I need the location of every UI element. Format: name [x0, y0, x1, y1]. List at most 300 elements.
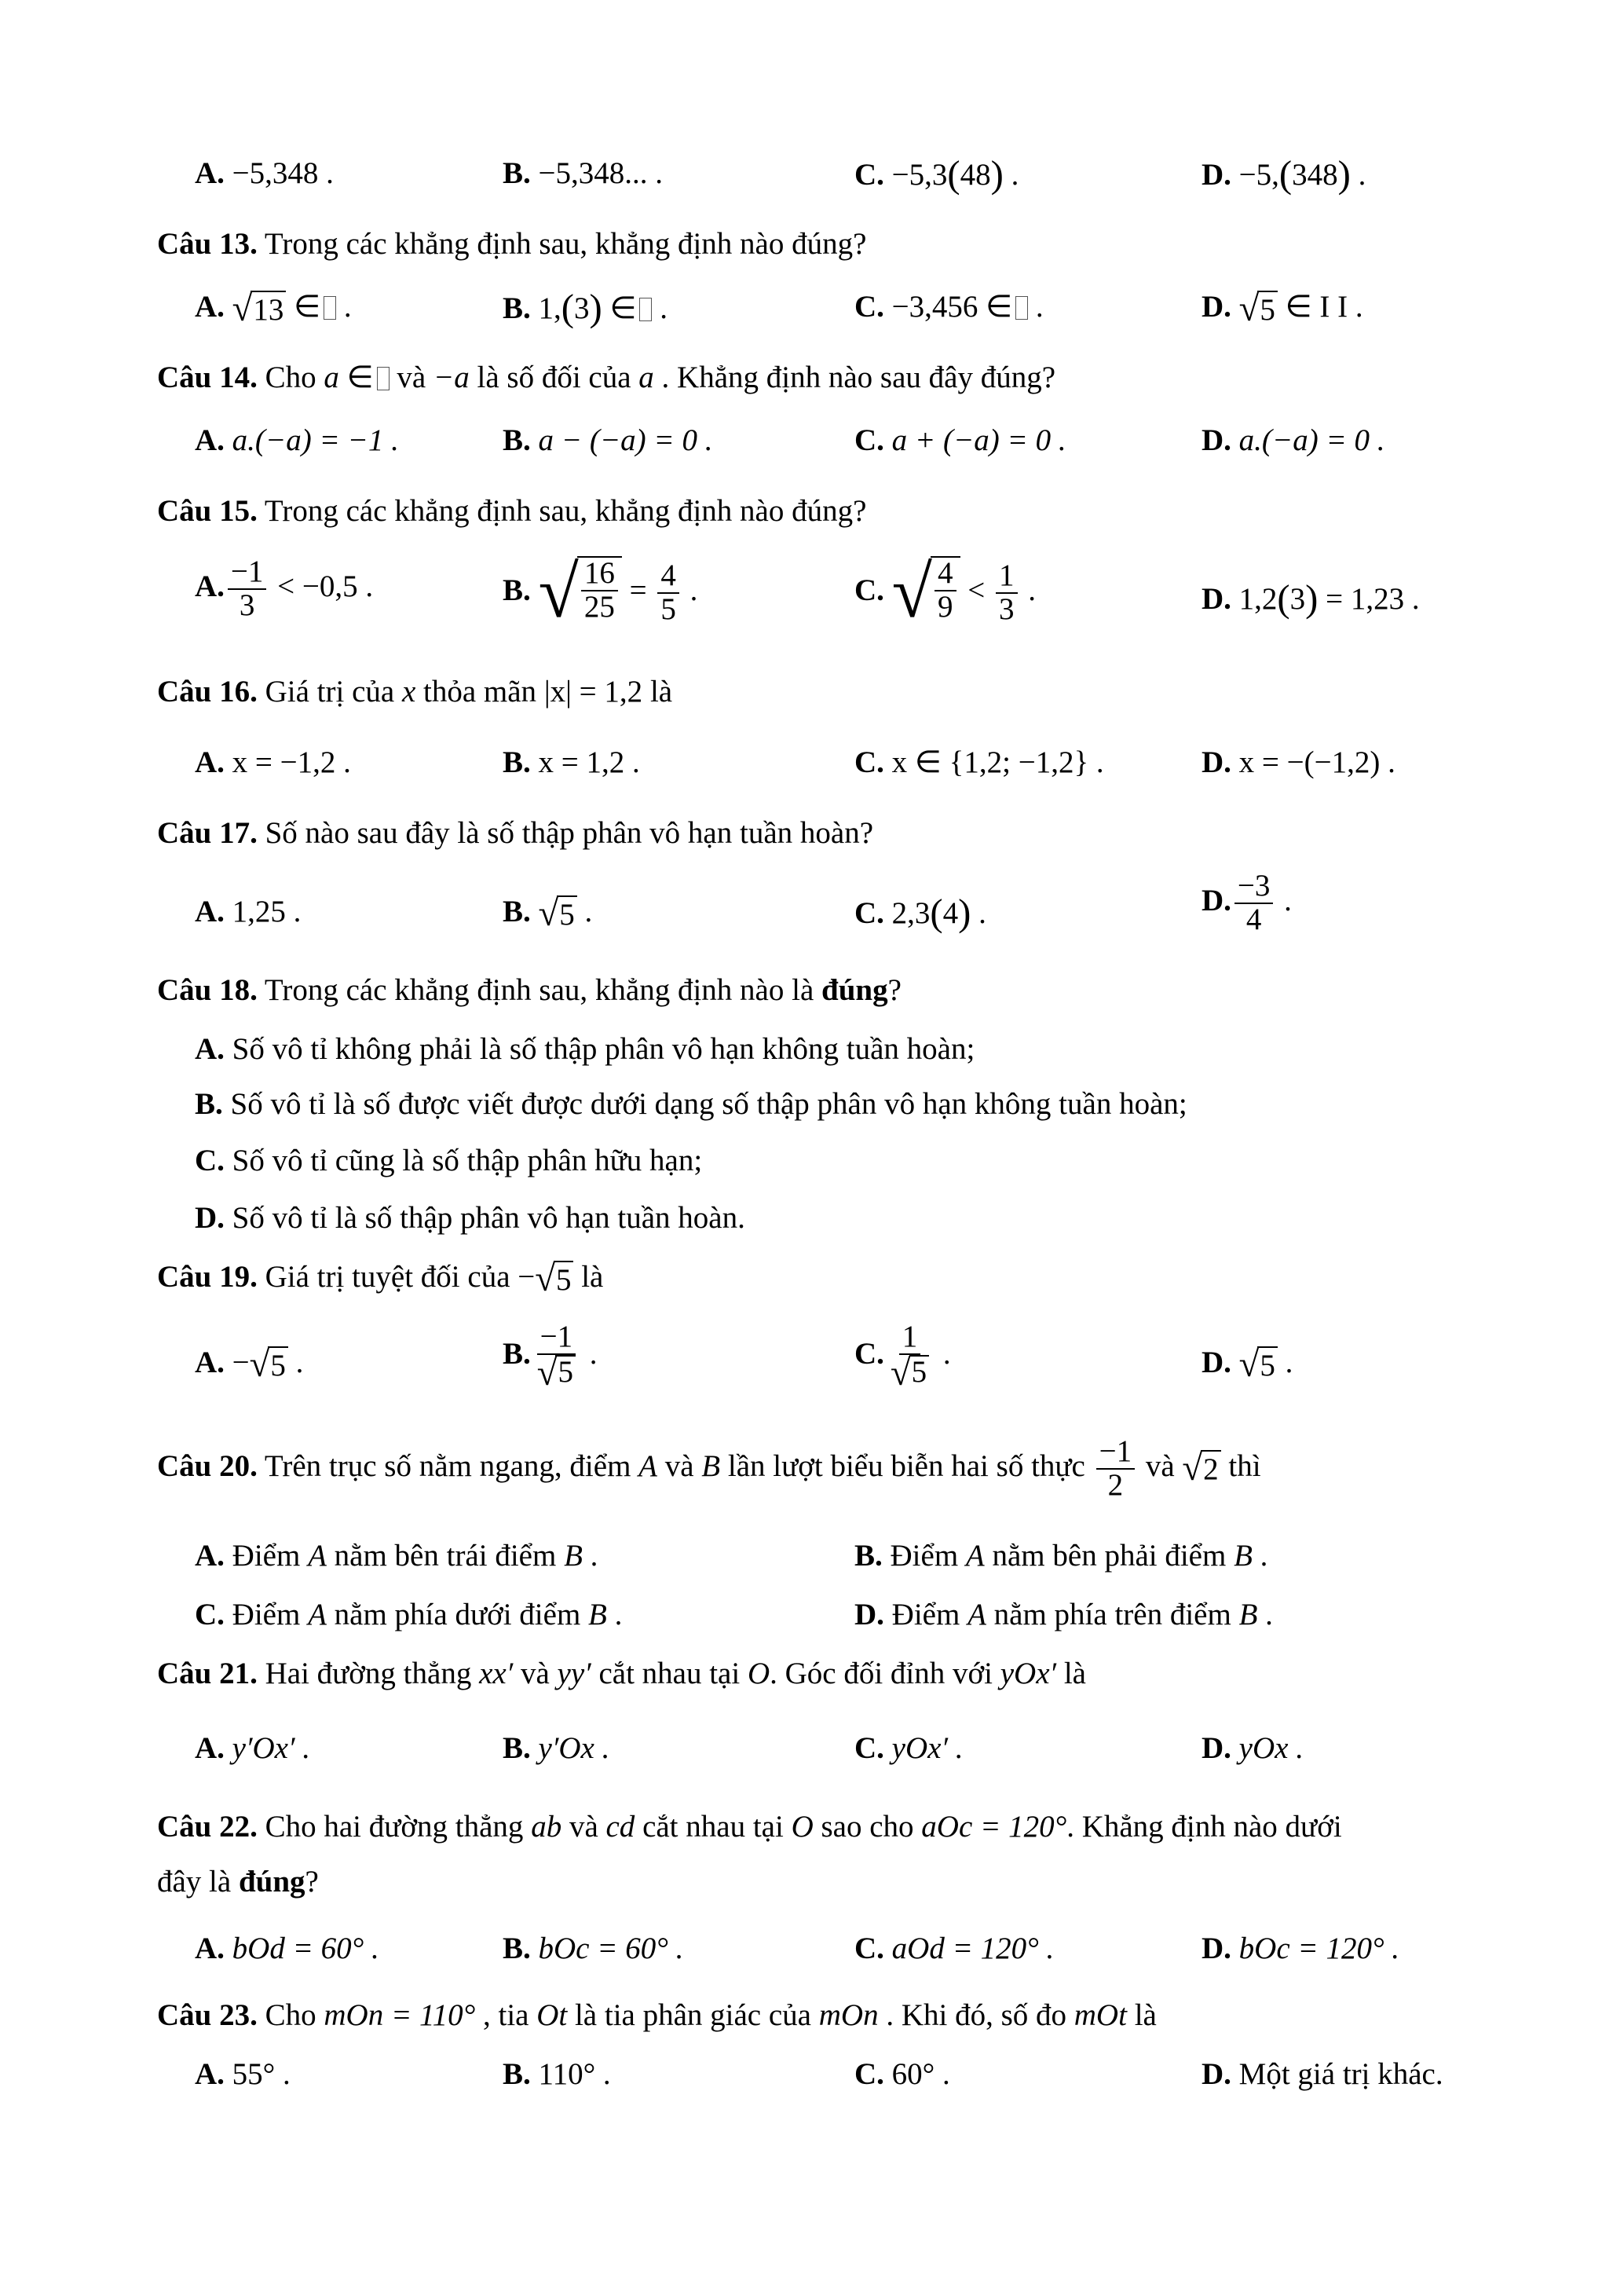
- q18-option-a: [195, 1031, 975, 1068]
- option-end: .: [336, 290, 352, 324]
- math-var: B: [701, 1448, 721, 1483]
- option-label: A.: [195, 1539, 225, 1573]
- sqrt: √ 13: [232, 291, 287, 329]
- q21-option-d: [1202, 1730, 1304, 1767]
- option-label: B.: [503, 156, 531, 190]
- question-text: là số đối của: [469, 361, 639, 394]
- question-text: . Khẳng định nào dưới: [1066, 1810, 1342, 1844]
- radicand: 5: [554, 1261, 574, 1299]
- option-label: B.: [503, 1731, 531, 1765]
- question-text: , tia: [475, 1998, 537, 2032]
- question-text: Cho: [257, 361, 324, 394]
- option-end: .: [652, 291, 668, 325]
- option-label: C.: [854, 158, 884, 192]
- option-end: .: [1257, 1598, 1273, 1631]
- missing-glyph-box: [324, 296, 336, 320]
- question-text: là tia phân giác của: [567, 1998, 819, 2032]
- q15-option-c: [854, 552, 1037, 633]
- sqrt: √ 5: [535, 1261, 573, 1299]
- option-label: B.: [195, 1087, 223, 1121]
- numerator: 1: [899, 1321, 921, 1355]
- question-16: [157, 674, 672, 711]
- question-label: Câu 19.: [157, 1260, 258, 1294]
- question-19: [157, 1259, 603, 1298]
- question-text: Trong các khẳng định sau, khẳng định nào đúng?: [257, 227, 867, 261]
- question-emphasis: đúng: [821, 973, 888, 1007]
- radicand: 13: [251, 291, 286, 329]
- option-text: nằm phía trên điểm: [986, 1598, 1239, 1631]
- math-var: xx′: [479, 1657, 514, 1690]
- option-end: .: [682, 573, 698, 607]
- option-label: C.: [854, 423, 884, 457]
- option-label: B.: [503, 1932, 531, 1965]
- math-expression: |x| = 1,2: [543, 675, 643, 709]
- q20-option-c: [195, 1597, 622, 1634]
- question-22: [157, 1809, 1342, 1846]
- option-label: B.: [503, 745, 531, 779]
- q20-option-b: [854, 1538, 1267, 1575]
- option-repeating: 3: [1289, 582, 1306, 616]
- option-label: A.: [195, 1731, 225, 1765]
- denominator: 25: [583, 589, 615, 624]
- fraction: [935, 558, 956, 624]
- option-pre: −5,3: [891, 158, 948, 192]
- option-end: .: [1252, 1539, 1268, 1573]
- question-text: cắt nhau tại: [635, 1810, 792, 1844]
- question-text: Số nào sau đây là số thập phân vô hạn tuần hoàn?: [257, 816, 874, 850]
- option-post: .: [971, 896, 986, 930]
- option-label: D.: [1202, 582, 1231, 616]
- option-pre: 2,3: [891, 896, 931, 930]
- numerator: −1: [1096, 1436, 1136, 1470]
- operator: =: [621, 573, 655, 607]
- radicand: 5: [557, 895, 577, 934]
- option-label: D.: [1202, 2057, 1231, 2091]
- q16-option-d: [1202, 745, 1395, 782]
- question-text: là: [642, 675, 673, 709]
- question-text: và: [657, 1448, 702, 1483]
- option-label: C.: [854, 2057, 884, 2091]
- option-label: D.: [1202, 1932, 1231, 1965]
- sqrt: √ 2: [1182, 1450, 1220, 1489]
- math-expression: aOc = 120°: [921, 1810, 1067, 1844]
- question-text: và: [1138, 1448, 1183, 1483]
- q14-option-c: [854, 423, 1066, 460]
- option-end: .: [576, 895, 593, 928]
- radicand: 5: [909, 1355, 930, 1392]
- option-text: 55° .: [232, 2057, 291, 2091]
- option-text: y′Ox .: [538, 1731, 610, 1765]
- q16-option-b: [503, 745, 640, 782]
- option-label: A.: [195, 1346, 225, 1379]
- option-label: A.: [195, 290, 225, 324]
- question-text: ?: [305, 1865, 319, 1899]
- fraction: [534, 1321, 579, 1392]
- option-label: C.: [195, 1144, 225, 1177]
- sqrt: √ 5: [250, 1346, 288, 1385]
- option-post: ∈: [602, 291, 637, 325]
- option-text: Điểm: [224, 1598, 309, 1631]
- q16-option-c: [854, 745, 1104, 782]
- math-var: mOt: [1074, 1998, 1127, 2032]
- math-var: ab: [531, 1810, 562, 1844]
- missing-glyph-box: [1015, 296, 1028, 320]
- math-var: B: [1238, 1598, 1258, 1631]
- question-text: Giá trị của: [257, 675, 402, 709]
- q15-option-d: D. 1,2(3) = 1,23 .: [1202, 577, 1420, 620]
- option-text: nằm phía dưới điểm: [326, 1598, 589, 1631]
- option-text: bOd = 60° .: [232, 1932, 379, 1965]
- option-text: x = −(−1,2) .: [1238, 745, 1395, 779]
- option-text: a − (−a) = 0 .: [538, 423, 713, 457]
- question-text: sao cho: [813, 1810, 922, 1844]
- option-text: nằm bên trái điểm: [326, 1539, 565, 1573]
- option-text: y′Ox′ .: [232, 1731, 311, 1765]
- option-text: Số vô tỉ là số thập phân vô hạn tuần hoàn.: [224, 1201, 745, 1235]
- option-label: B.: [503, 1336, 531, 1371]
- question-label: Câu 21.: [157, 1657, 258, 1690]
- q18-option-b: [195, 1086, 1187, 1123]
- option-end: .: [1028, 290, 1044, 324]
- q23-option-b: [503, 2056, 611, 2093]
- question-23: [157, 1998, 1157, 2034]
- fraction: [657, 560, 679, 626]
- q16-option-a: [195, 745, 351, 782]
- math-var: B: [1234, 1539, 1253, 1573]
- option-post: ∈: [286, 290, 321, 324]
- option-text: 60° .: [891, 2057, 950, 2091]
- option-label: D.: [1202, 1346, 1231, 1379]
- sqrt: √ 5: [891, 1355, 929, 1392]
- question-text: là: [1126, 1998, 1157, 2032]
- option-text: Một giá trị khác.: [1231, 2057, 1443, 2091]
- question-text: Cho: [257, 1998, 324, 2032]
- option-text: 1,25 .: [232, 895, 302, 928]
- sqrt: √ 5: [1239, 1346, 1278, 1385]
- math-var: a: [324, 361, 339, 394]
- question-text: ?: [887, 973, 902, 1007]
- fraction: [1234, 870, 1274, 936]
- option-label: B.: [503, 291, 531, 325]
- option-pre: 1,2: [1238, 582, 1278, 616]
- option-label: D.: [1202, 290, 1231, 324]
- option-end: .: [606, 1598, 623, 1631]
- question-20: [157, 1436, 1261, 1502]
- option-end: .: [287, 1346, 304, 1379]
- option-text: nằm bên phải điểm: [984, 1539, 1234, 1573]
- option-text: a.(−a) = 0 .: [1238, 423, 1385, 457]
- operator: <: [960, 573, 993, 607]
- denominator: 9: [938, 589, 953, 624]
- question-text: . Khi đó, số đo: [878, 1998, 1074, 2032]
- option-label: C.: [854, 1336, 884, 1371]
- question-emphasis: đúng: [238, 1865, 305, 1899]
- question-text: Giá trị tuyệt đối của: [257, 1260, 518, 1294]
- question-17: [157, 815, 873, 852]
- q20-option-a: [195, 1538, 598, 1575]
- q17-option-c: C. 2,3(4) .: [854, 892, 986, 934]
- question-text: đây là: [157, 1865, 239, 1899]
- question-13: [157, 226, 866, 263]
- option-pre: 1,: [538, 291, 561, 325]
- option-label: D.: [1202, 158, 1231, 192]
- sqrt: √ $\frac{4}{9}$: [892, 556, 960, 630]
- math-var: B: [564, 1539, 583, 1573]
- numerator: −1: [537, 1321, 576, 1355]
- q22-option-a: [195, 1931, 379, 1968]
- option-text: Điểm: [882, 1539, 966, 1573]
- option-repeating: 348: [1292, 158, 1338, 192]
- question-text: Hai đường thẳng: [257, 1657, 480, 1690]
- option-label: A.: [195, 2057, 225, 2091]
- numerator: 4: [657, 560, 679, 594]
- option-label: B.: [503, 2057, 531, 2091]
- option-label: A.: [195, 895, 225, 928]
- question-text: . Khẳng định nào sau đây đúng?: [653, 361, 1056, 394]
- numerator: 1: [996, 560, 1018, 594]
- option-label: C.: [195, 1598, 225, 1631]
- radicand: 2: [1201, 1450, 1221, 1489]
- sqrt: √ 5: [539, 895, 577, 934]
- math-var: O: [747, 1657, 770, 1690]
- option-label: C.: [854, 896, 884, 930]
- option-label: A.: [195, 569, 225, 603]
- q14-option-b: [503, 423, 712, 460]
- q12-option-c: [854, 153, 1019, 196]
- math-var: O: [791, 1810, 814, 1844]
- q15-option-b: [503, 552, 698, 633]
- q12-option-a: [195, 156, 334, 192]
- option-end: .: [1277, 1346, 1293, 1379]
- question-text: là: [573, 1260, 604, 1294]
- option-text: a + (−a) = 0 .: [891, 423, 1066, 457]
- option-label: B.: [854, 1539, 883, 1573]
- denominator: 4: [1245, 902, 1262, 936]
- math-var: A: [308, 1539, 327, 1573]
- option-end: .: [1348, 290, 1363, 324]
- option-text: a.(−a) = −1 .: [232, 423, 399, 457]
- q22-option-c: [854, 1931, 1054, 1968]
- option-post: .: [1350, 158, 1366, 192]
- q21-option-c: [854, 1730, 964, 1767]
- option-pre: −5,: [1238, 158, 1279, 192]
- question-text: cắt nhau tại: [591, 1657, 748, 1690]
- math-expression: mOn = 110°: [324, 1998, 476, 2032]
- question-15: [157, 493, 866, 530]
- q17-option-a: [195, 894, 301, 931]
- question-label: Câu 15.: [157, 494, 258, 528]
- option-text: Số vô tỉ cũng là số thập phân hữu hạn;: [224, 1144, 703, 1177]
- math-var: mOn: [818, 1998, 879, 2032]
- q23-option-d: [1202, 2056, 1443, 2093]
- question-text: ∈: [338, 361, 374, 394]
- option-label: D.: [854, 1598, 884, 1631]
- option-text: bOc = 120° .: [1238, 1932, 1400, 1965]
- numerator: 16: [581, 558, 618, 591]
- question-text: và: [513, 1657, 558, 1690]
- option-text: x = −1,2 .: [232, 745, 351, 779]
- option-label: B.: [503, 895, 531, 928]
- question-label: Câu 17.: [157, 816, 258, 850]
- option-post: < −0,5 .: [269, 569, 374, 603]
- question-label: Câu 18.: [157, 973, 258, 1007]
- fraction: [581, 558, 618, 624]
- question-text: thỏa mãn: [415, 675, 544, 709]
- option-label: A.: [195, 1932, 225, 1965]
- q21-option-a: [195, 1730, 310, 1767]
- option-text: bOc = 60° .: [538, 1932, 684, 1965]
- option-label: A.: [195, 423, 225, 457]
- paren-close: ): [990, 153, 1004, 196]
- option-repeating: 4: [942, 896, 959, 930]
- option-text: Điểm: [224, 1539, 309, 1573]
- question-text: thì: [1220, 1448, 1261, 1483]
- question-text: Trong các khẳng định sau, khẳng định nào là: [257, 973, 822, 1007]
- math-var: −a: [433, 361, 470, 394]
- question-21: [157, 1656, 1086, 1693]
- question-label: Câu 22.: [157, 1810, 258, 1844]
- question-text: lần lượt biểu biễn hai số thực: [720, 1448, 1093, 1483]
- q15-option-a: [195, 556, 373, 622]
- paren-open: (: [1278, 153, 1293, 196]
- missing-glyph-box: [639, 298, 652, 321]
- q20-option-d: [854, 1597, 1273, 1634]
- question-14: [157, 360, 1055, 397]
- q13-option-b: B. 1,(3) ∈ .: [503, 287, 668, 329]
- minus-sign: −: [232, 1346, 250, 1379]
- option-label: D.: [195, 1201, 225, 1235]
- q19-option-c: [854, 1321, 951, 1392]
- option-label: B.: [503, 573, 531, 607]
- q19-option-d: [1202, 1345, 1293, 1384]
- option-text: −5,348... .: [538, 156, 664, 190]
- option-label: C.: [854, 290, 884, 324]
- option-text: yOx′ .: [891, 1731, 964, 1765]
- fraction: [887, 1321, 932, 1392]
- q13-option-d: [1202, 289, 1363, 328]
- q22-option-d: [1202, 1931, 1399, 1968]
- option-end: .: [582, 1539, 598, 1573]
- option-label: C.: [854, 1932, 884, 1965]
- question-text: Cho hai đường thẳng: [257, 1810, 532, 1844]
- math-var: Ot: [536, 1998, 568, 2032]
- question-text: Trên trục số nằm ngang, điểm: [257, 1448, 639, 1483]
- option-text: Số vô tỉ không phải là số thập phân vô hạn không tuần hoàn;: [224, 1032, 975, 1066]
- math-var: A: [967, 1598, 986, 1631]
- option-text: x ∈ {1,2; −1,2} .: [891, 745, 1104, 779]
- option-post: = 1,23 .: [1318, 582, 1420, 616]
- q21-option-b: [503, 1730, 609, 1767]
- q12-option-d: [1202, 153, 1366, 196]
- option-repeating: 48: [960, 158, 991, 192]
- option-text: Điểm: [883, 1598, 968, 1631]
- q23-option-a: [195, 2056, 291, 2093]
- option-post: .: [1003, 158, 1019, 192]
- q18-option-d: [195, 1200, 745, 1237]
- q12-option-b: [503, 156, 663, 192]
- option-label: D.: [1202, 745, 1231, 779]
- option-label: C.: [854, 745, 884, 779]
- q19-option-a: [195, 1345, 303, 1384]
- math-var: A: [965, 1539, 985, 1573]
- q18-option-c: [195, 1143, 702, 1180]
- radicand: 5: [1257, 291, 1278, 329]
- q17-option-b: [503, 894, 592, 933]
- math-var: x: [401, 675, 416, 709]
- minus-sign: −: [518, 1260, 536, 1294]
- option-label: C.: [854, 573, 884, 607]
- option-post: ∈ I I: [1277, 290, 1348, 324]
- q13-option-a: [195, 289, 352, 328]
- option-end: .: [1276, 883, 1292, 917]
- denominator: 3: [999, 591, 1015, 626]
- option-text: aOd = 120° .: [891, 1932, 1055, 1965]
- option-end: .: [935, 1336, 951, 1371]
- fraction: [1096, 1436, 1136, 1502]
- q14-option-a: [195, 423, 399, 460]
- math-var: A: [638, 1448, 657, 1483]
- q19-option-b: [503, 1321, 597, 1392]
- fraction: [996, 560, 1018, 626]
- option-text: 110° .: [538, 2057, 611, 2091]
- question-label: Câu 16.: [157, 675, 258, 709]
- numerator: −3: [1234, 870, 1274, 904]
- denominator: 2: [1107, 1467, 1124, 1502]
- option-text: Số vô tỉ là số được viết được dưới dạng số thập phân vô hạn không tuần hoàn;: [222, 1087, 1187, 1121]
- radicand: 5: [1257, 1346, 1278, 1385]
- option-text: −3,456 ∈: [891, 290, 1013, 324]
- q23-option-c: [854, 2056, 950, 2093]
- question-label: Câu 13.: [157, 227, 258, 261]
- question-text: . Góc đối đỉnh với: [770, 1657, 1000, 1690]
- q22-option-b: [503, 1931, 683, 1968]
- option-text: −5,348 .: [232, 156, 334, 190]
- question-22-line-2: [157, 1864, 319, 1901]
- math-var: yOx′: [1000, 1657, 1057, 1690]
- question-text: và: [389, 361, 433, 394]
- option-label: C.: [854, 1731, 884, 1765]
- option-end: .: [1020, 573, 1037, 607]
- math-var: cd: [605, 1810, 635, 1844]
- missing-glyph-box: [377, 367, 390, 390]
- question-text: là: [1056, 1657, 1086, 1690]
- option-label: D.: [1202, 883, 1231, 917]
- q13-option-c: [854, 289, 1044, 326]
- option-label: A.: [195, 1032, 225, 1066]
- option-text: yOx .: [1238, 1731, 1304, 1765]
- question-18: [157, 972, 902, 1009]
- sqrt: √ $\frac{16}{25}$: [539, 556, 622, 630]
- q17-option-d: [1202, 870, 1292, 936]
- q14-option-d: [1202, 423, 1385, 460]
- math-var: yy′: [557, 1657, 591, 1690]
- option-label: A.: [195, 156, 225, 190]
- paren-open: (: [947, 153, 960, 196]
- fraction: [228, 556, 267, 622]
- option-label: D.: [1202, 1731, 1231, 1765]
- denominator: 3: [239, 588, 255, 622]
- denominator: 5: [660, 591, 676, 626]
- question-text: và: [561, 1810, 606, 1844]
- sqrt: √ 5: [537, 1355, 576, 1392]
- option-repeating: 3: [574, 291, 590, 325]
- option-label: B.: [503, 423, 531, 457]
- question-label: Câu 14.: [157, 361, 258, 394]
- question-label: Câu 23.: [157, 1998, 258, 2032]
- numerator: −1: [228, 556, 267, 590]
- radicand: 5: [268, 1346, 288, 1385]
- math-var: A: [308, 1598, 327, 1631]
